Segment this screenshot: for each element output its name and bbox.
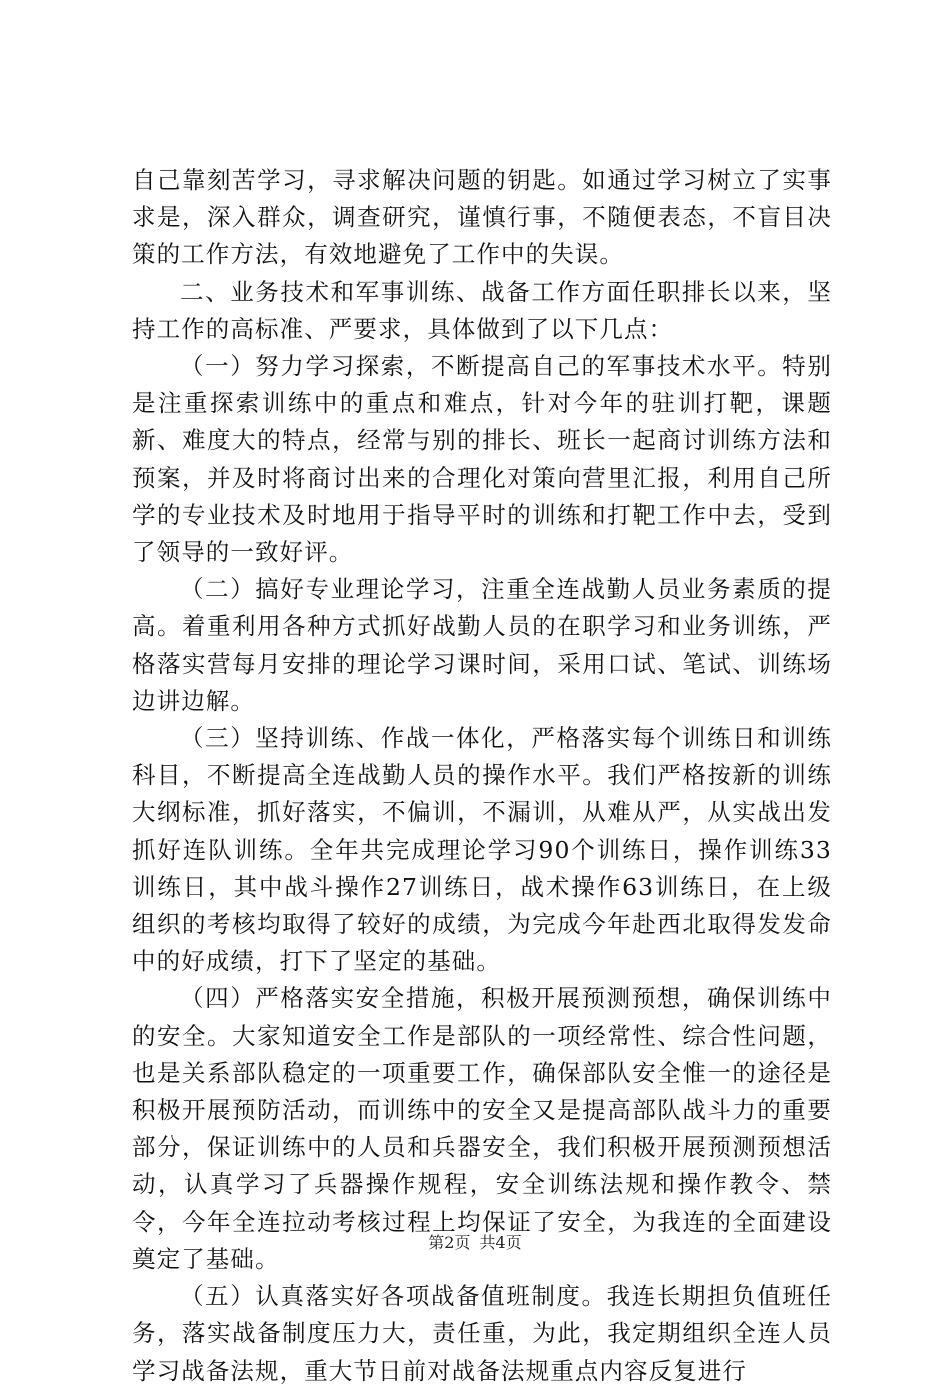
- page-footer: [0, 1230, 950, 1253]
- paragraph-item-three: （三）坚持训练、作战一体化，严格落实每个训练日和训练科目，不断提高全连战勤人员的操作水平。我们严格按新的训练大纲标准，抓好落实，不偏训，不漏训，从难从严，从实战出发抓好连队训练。全年共完成理论学习90个训练日，操作训练33训练日，其中战斗操作27训练日，战术操作63训练日，在上级组织的考核均取得了较好的成绩，为完成今年赴西北取得发发命中的好成绩，打下了坚定的基础。: [132, 724, 832, 976]
- paragraph-continuation: 自己靠刻苦学习，寻求解决问题的钥匙。如通过学习树立了实事求是，深入群众，调查研究，谨慎行事，不随便表态，不盲目决策的工作方法，有效地避免了工作中的失误。: [132, 166, 832, 269]
- document-body: [132, 162, 832, 1390]
- paragraph-item-two: （二）搞好专业理论学习，注重全连战勤人员业务素质的提高。着重利用各种方式抓好战勤人员的在职学习和业务训练，严格落实营每月安排的理论学习课时间，采用口试、笔试、训练场边讲边解。: [132, 575, 832, 715]
- page-total: 共4页: [479, 1233, 522, 1252]
- page-number: 第2页: [428, 1233, 471, 1252]
- paragraph-item-one: （一）努力学习探索，不断提高自己的军事技术水平。特别是注重探索训练中的重点和难点，针对今年的驻训打靶，课题新、难度大的特点，经常与别的排长、班长一起商讨训练方法和预案，并及时将商讨出来的合理化对策向营里汇报，利用自己所学的专业技术及时地用于指导平时的训练和打靶工作中去，受到了领导的一致好评。: [132, 352, 832, 567]
- paragraph-item-five: （五）认真落实好各项战备值班制度。我连长期担负值班任务，落实战备制度压力大，责任重，为此，我定期组织全连人员学习战备法规，重大节日前对战备法规重点内容反复进行: [132, 1282, 832, 1385]
- paragraph-section-two: 二、业务技术和军事训练、战备工作方面任职排长以来，坚持工作的高标准、严要求，具体做到了以下几点：: [132, 277, 832, 343]
- paragraph-item-four: （四）严格落实安全措施，积极开展预测预想，确保训练中的安全。大家知道安全工作是部队的一项经常性、综合性问题，也是关系部队稳定的一项重要工作，确保部队安全惟一的途径是积极开展预防活动，而训练中的安全又是提高部队战斗力的重要部分，保证训练中的人员和兵器安全，我们积极开展预测预想活动，认真学习了兵器操作规程，安全训练法规和操作教令、禁令，今年全连拉动考核过程上均保证了安全，为我连的全面建设奠定了基础。: [132, 984, 832, 1273]
